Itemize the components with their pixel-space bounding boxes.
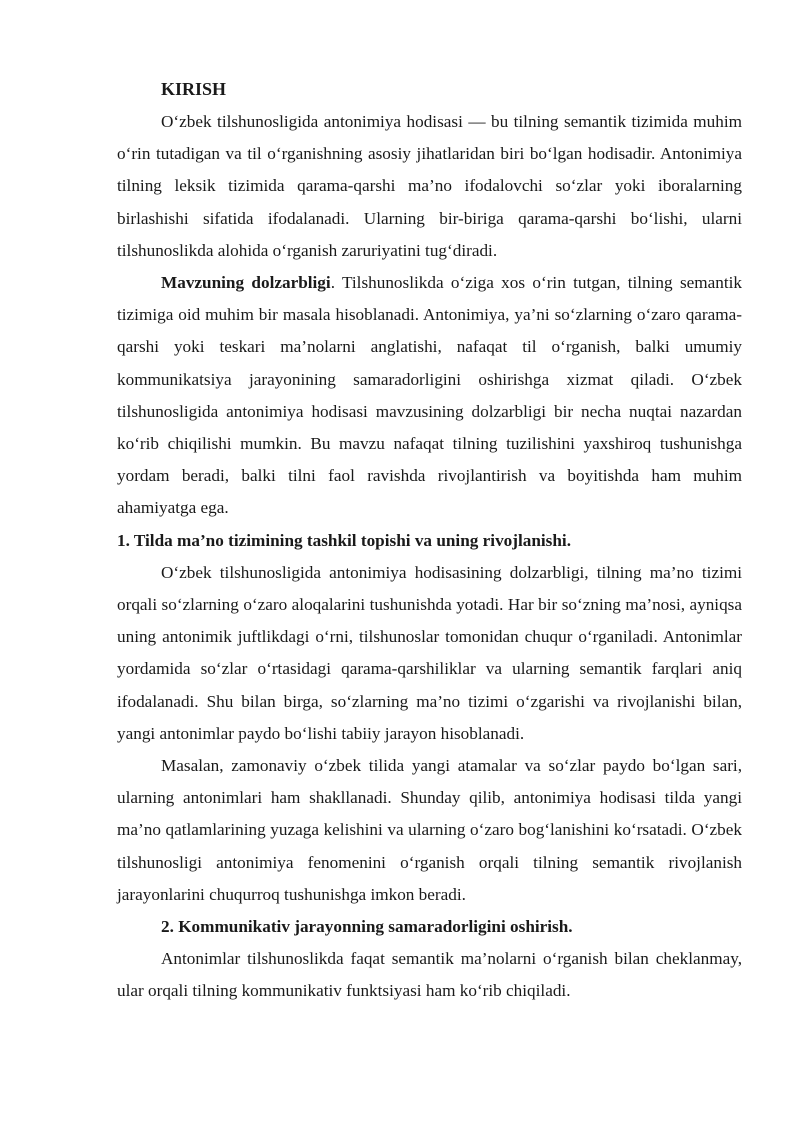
intro-paragraph: O‘zbek tilshunosligida antonimiya hodisasi — bu tilning semantik tizimida muhim o‘rin tutadigan va til o‘rganishning asosiy jihatlaridan biri bo‘lgan hodisadir. Antonimiya tilning leksik tizimida qarama-qarshi ma’no ifodalovchi so‘zlar yoki iboralarning birlashishi sifatida ifodalanadi. Ularning bir-biriga qarama-qarshi bo‘lishi, ularni tilshunoslikda alohida o‘rganish zaruriyatini tug‘diradi. [117,112,742,260]
relevance-text: . Tilshunoslikda o‘ziga xos o‘rin tutgan, tilning semantik tizimiga oid muhim bir masala hisoblanadi. Antonimiya, ya’ni so‘zlarning o‘zaro qarama-qarshi yoki teskari ma’nolarni anglatishi, nafaqat til o‘rganish, balki umumiy kommunikatsiya jarayonining samaradorligini oshirishga xizmat qiladi. O‘zbek tilshunosligida antonimiya hodisasi mavzusining dolzarbligi bir necha nuqtai nazardan ko‘rib chiqilishi mumkin. Bu mavzu nafaqat tilning tuzilishini yaxshiroq tushunishga yordam beradi, balki tilni faol ravishda rivojlantirish va boyitishda ham muhim ahamiyatga ega. [117,273,742,518]
relevance-paragraph [117,267,742,525]
section-2-heading: 2. Kommunikativ jarayonning samaradorligini oshirish. [161,917,573,937]
document-title: KIRISH [161,79,227,99]
document-page [117,72,742,1008]
section-1-paragraph-2: Masalan, zamonaviy o‘zbek tilida yangi atamalar va so‘zlar paydo bo‘lgan sari, ularning antonimlari ham shakllanadi. Shunday qilib, antonimiya hodisasi tilda yangi ma’no qatlamlarining yuzaga kelishini va ularning o‘zaro bog‘lanishini ko‘rsatadi. O‘zbek tilshunosligi antonimiya fenomenini o‘rganish orqali tilning semantik rivojlanish jarayonlarini chuqurroq tushunishga imkon beradi. [117,756,742,904]
section-1-heading: 1. Tilda ma’no tizimining tashkil topishi va uning rivojlanishi. [117,530,571,550]
section-2-paragraph-1: Antonimlar tilshunoslikda faqat semantik ma’nolarni o‘rganish bilan cheklanmay, ular orqali tilning kommunikativ funktsiyasi ham ko‘rib chiqiladi. [117,949,742,1001]
section-1-paragraph-1: O‘zbek tilshunosligida antonimiya hodisasining dolzarbligi, tilning ma’no tizimi orqali so‘zlarning o‘zaro aloqalarini tushunishda yotadi. Har bir so‘zning ma’nosi, ayniqsa uning antonimik juftlikdagi o‘rni, tilshunoslar tomonidan chuqur o‘rganiladi. Antonimlar yordamida so‘zlar o‘rtasidagi qarama-qarshiliklar va ularning semantik farqlari aniq ifodalanadi. Shu bilan birga, so‘zlarning ma’no tizimi o‘zgarishi va rivojlanishi bilan, yangi antonimlar paydo bo‘lishi tabiiy jarayon hisoblanadi. [117,562,742,743]
relevance-label: Mavzuning dolzarbligi [161,273,331,293]
